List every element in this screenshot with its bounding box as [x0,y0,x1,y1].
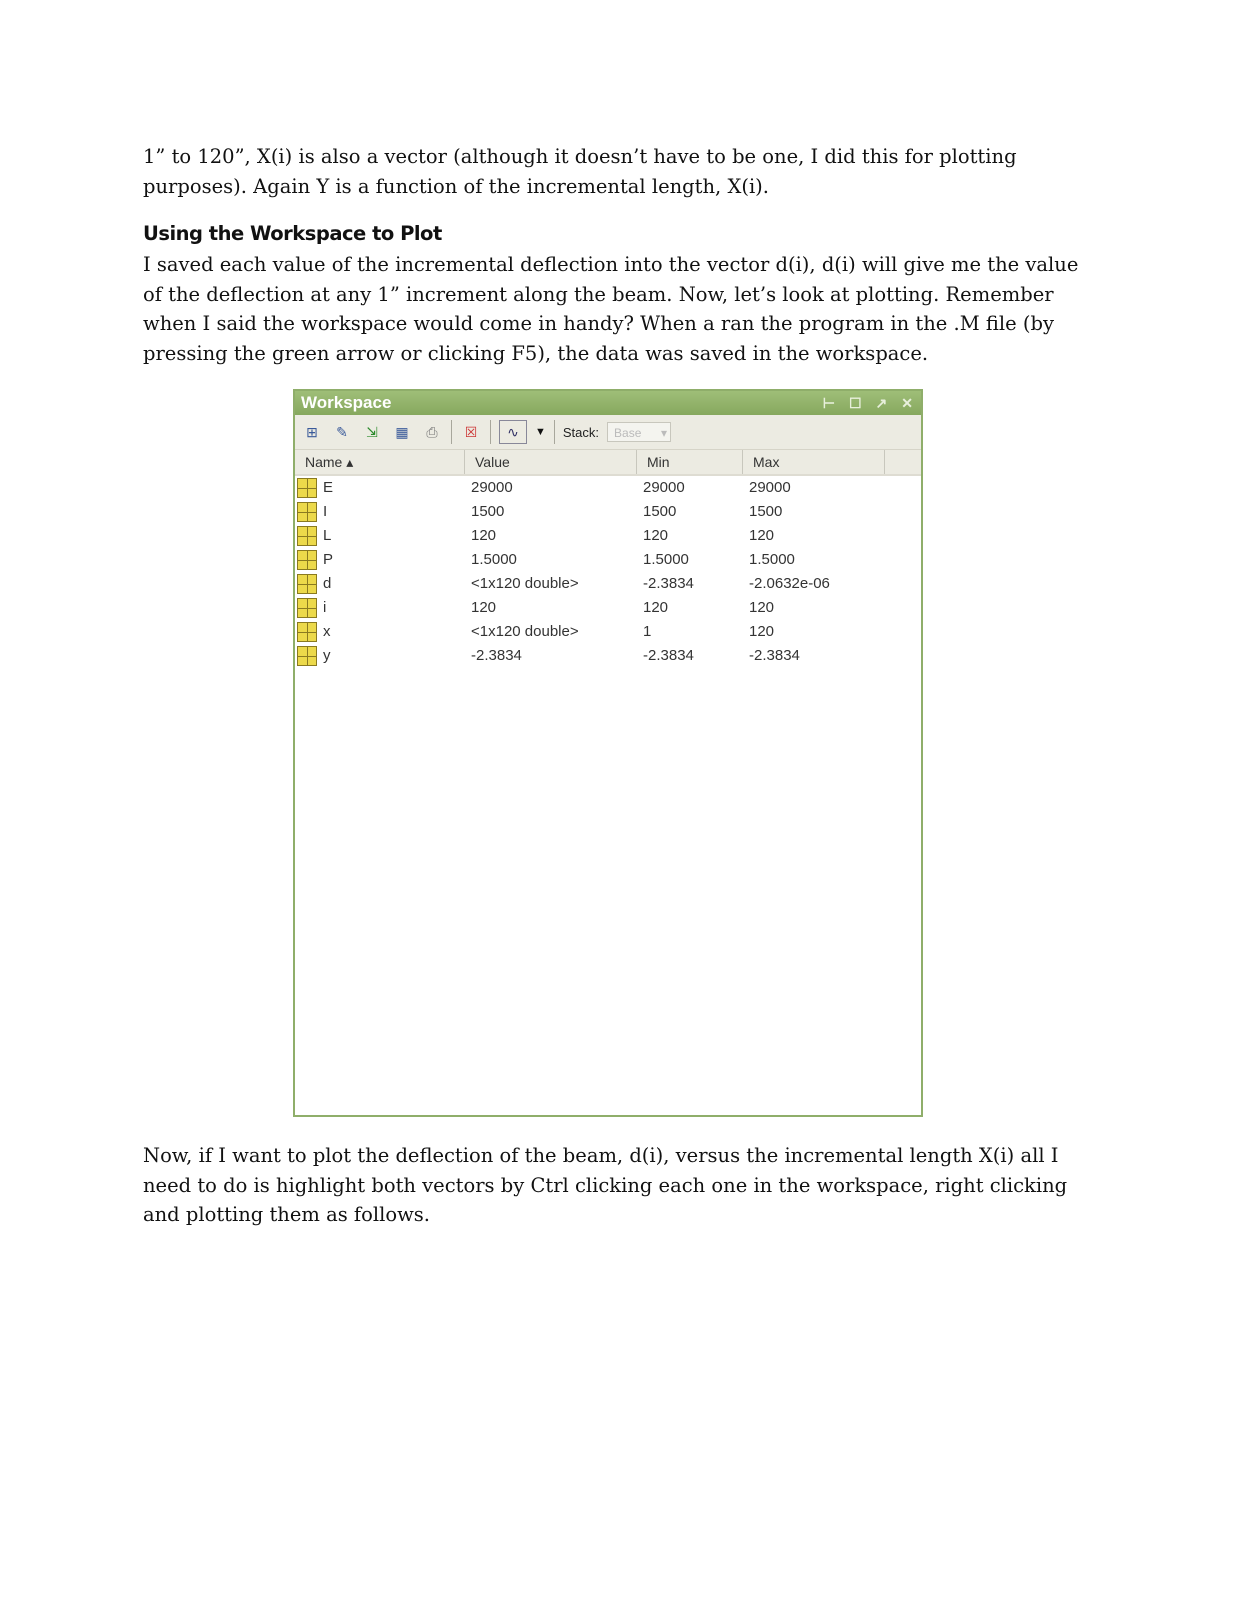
column-header-name[interactable]: Name ▴ [295,450,465,474]
variable-value: 120 [471,599,497,616]
delete-icon[interactable]: ☒ [464,423,478,440]
variable-min: 29000 [643,479,685,496]
chevron-down-icon[interactable]: ▼ [535,426,546,438]
variable-list [295,476,921,668]
variable-min: -2.3834 [643,647,694,664]
table-row[interactable] [295,644,921,668]
intro-paragraph: 1” to 120”, X(i) is also a vector (although it doesn’t have to be one, I did this for plotting purposes). Again Y is a function of the incremental length, X(i). [143,145,1017,198]
variable-name: i [323,599,327,616]
variable-max: -2.3834 [749,647,800,664]
body-paragraph: I saved each value of the incremental deflection into the vector d(i), d(i) will give me the value of the deflection at any 1” increment along the beam. Now, let’s look at plotting. Remember when I said the workspace would come in handy? When a ran the program in the .M file (by pressing the green arrow or clicking F5), the data was saved in the workspace. [143,253,1079,365]
variable-max: 120 [749,527,775,544]
matrix-icon [297,502,317,522]
print-icon[interactable]: ⎙ [426,423,438,440]
table-row[interactable] [295,524,921,548]
section-heading: Using the Workspace to Plot [143,222,442,245]
table-header [295,450,921,476]
variable-name: y [323,647,331,664]
save-icon[interactable]: ▦ [395,423,409,440]
closing-paragraph: Now, if I want to plot the deflection of the beam, d(i), versus the incremental length X(i) all I need to do is highlight both vectors by Ctrl clicking each one in the workspace, right clicking and plotting them as follows. [143,1144,1068,1226]
table-row[interactable] [295,596,921,620]
column-header-min[interactable]: Min [637,450,743,474]
plot-icon[interactable]: ∿ [499,420,527,444]
matrix-icon [297,646,317,666]
variable-min: 1 [643,623,652,640]
matrix-icon [297,622,317,642]
toolbar-divider [451,420,452,444]
stack-label: Stack: [562,424,600,440]
matrix-icon [297,478,317,498]
table-row[interactable] [295,476,921,500]
variable-name: E [323,479,334,496]
variable-max: 1.5000 [749,551,795,568]
import-data-icon[interactable]: ⇲ [366,423,378,440]
variable-value: 120 [471,527,497,544]
variable-name: L [323,527,332,544]
new-variable-icon[interactable]: ⊞ [306,423,318,440]
toolbar-divider [554,420,555,444]
variable-name: x [323,623,331,640]
column-header-max[interactable]: Max [743,450,885,474]
matrix-icon [297,550,317,570]
variable-max: 120 [749,599,775,616]
toolbar-divider [490,420,491,444]
variable-value: -2.3834 [471,647,522,664]
variable-value: 1.5000 [471,551,517,568]
variable-name: d [323,575,332,592]
variable-max: 29000 [749,479,791,496]
stack-select[interactable]: Base ▾ [607,422,671,442]
workspace-titlebar [295,391,921,415]
variable-min: 1.5000 [643,551,689,568]
maximize-icon[interactable]: ☐ [848,395,862,411]
variable-name: I [323,503,328,520]
variable-value: <1x120 double> [471,623,579,640]
variable-name: P [323,551,334,568]
table-row[interactable] [295,572,921,596]
workspace-screenshot [293,389,923,1117]
table-row[interactable] [295,500,921,524]
undock-icon[interactable]: ⊢ [822,395,835,411]
variable-max: -2.0632e-06 [749,575,830,592]
variable-value: 1500 [471,503,505,520]
matrix-icon [297,526,317,546]
variable-min: 120 [643,527,669,544]
workspace-toolbar [295,415,921,450]
variable-max: 120 [749,623,775,640]
variable-max: 1500 [749,503,783,520]
variable-min: 1500 [643,503,677,520]
workspace-title: Workspace [301,393,392,412]
open-variable-icon[interactable]: ✎ [336,423,348,440]
close-icon[interactable]: ✕ [901,395,913,411]
matrix-icon [297,574,317,594]
variable-value: <1x120 double> [471,575,579,592]
arrow-icon[interactable]: ↗ [875,395,888,411]
matrix-icon [297,598,317,618]
variable-min: -2.3834 [643,575,694,592]
table-row[interactable] [295,548,921,572]
table-row[interactable] [295,620,921,644]
column-header-value[interactable]: Value [465,450,637,474]
variable-min: 120 [643,599,669,616]
variable-value: 29000 [471,479,513,496]
